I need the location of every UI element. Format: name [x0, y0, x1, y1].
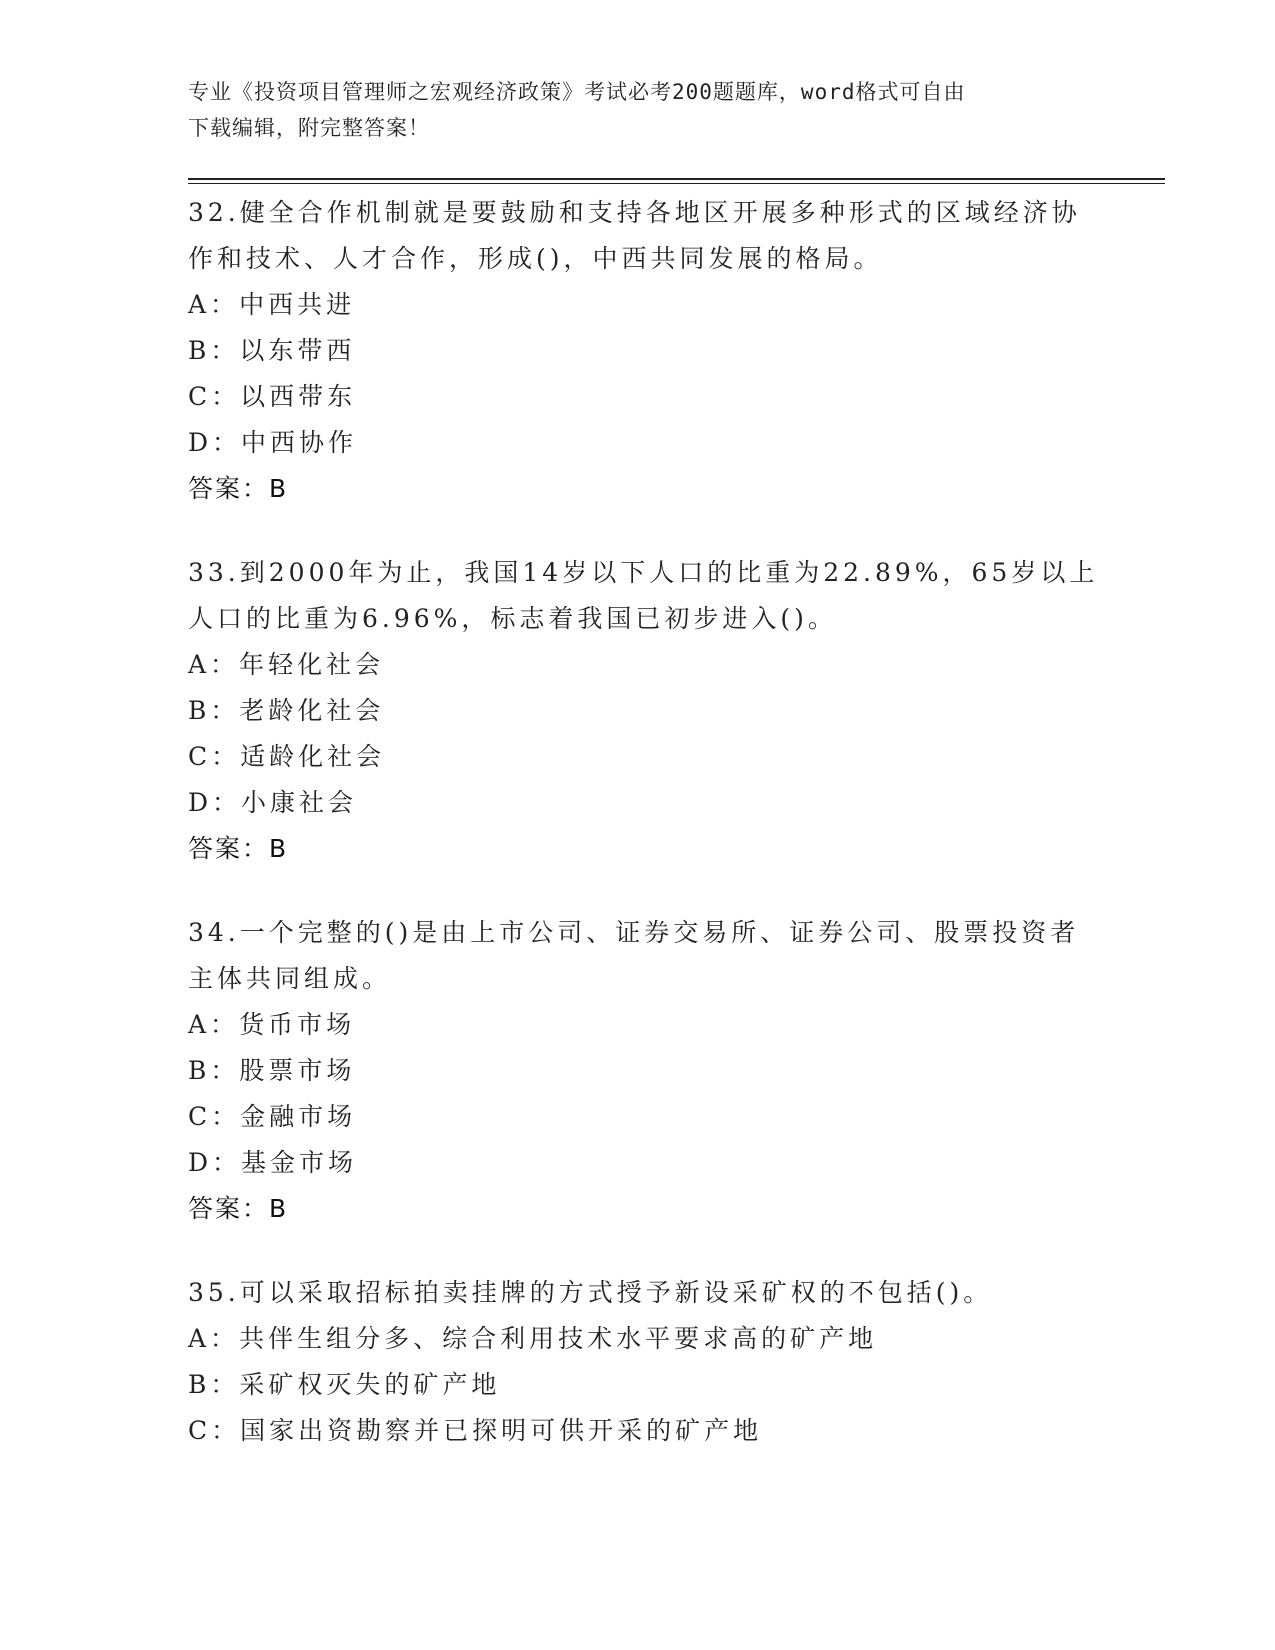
option-text: 中西协作 [241, 428, 358, 457]
option-text: 适龄化社会 [240, 742, 386, 771]
option-a [188, 1316, 1088, 1362]
option-b [188, 1362, 1088, 1408]
question-stem-line: 35.可以采取招标拍卖挂牌的方式授予新设采矿权的不包括()。 [188, 1278, 993, 1307]
option-text: 老龄化社会 [239, 696, 385, 725]
option-key: C： [188, 1416, 241, 1445]
option-a [188, 1002, 1088, 1048]
option-d [188, 420, 1088, 466]
option-c [188, 374, 1088, 420]
answer-line: 答案：B [188, 834, 289, 863]
option-text: 国家出资勘察并已探明可供开采的矿产地 [240, 1416, 763, 1445]
option-key: B： [188, 696, 240, 725]
option-c [188, 1408, 1088, 1454]
option-key: A： [188, 290, 240, 319]
option-b [188, 688, 1088, 734]
header-line-2: 下载编辑，附完整答案！ [188, 116, 430, 140]
option-text: 股票市场 [239, 1056, 356, 1085]
option-c [188, 1094, 1088, 1140]
question-list [188, 190, 1099, 1492]
answer-line: 答案：B [188, 1194, 289, 1223]
question-34 [188, 910, 1088, 1232]
question-32 [188, 190, 1088, 512]
option-key: B： [188, 1370, 240, 1399]
option-b [188, 328, 1088, 374]
option-key: D： [188, 1148, 242, 1177]
option-a [188, 642, 1088, 688]
option-text: 金融市场 [240, 1102, 357, 1131]
question-33 [188, 550, 1099, 872]
option-key: C： [188, 382, 241, 411]
question-stem-line: 主体共同组成。 [188, 964, 392, 993]
option-key: C： [188, 1102, 241, 1131]
option-c [188, 734, 1088, 780]
document-header [188, 74, 1068, 146]
option-key: D： [188, 428, 242, 457]
option-text: 年轻化社会 [239, 650, 385, 679]
option-key: D： [188, 788, 242, 817]
question-35 [188, 1270, 1088, 1454]
header-rule-thick [188, 178, 1165, 180]
option-d [188, 1140, 1088, 1186]
option-text: 以东带西 [239, 336, 356, 365]
option-text: 基金市场 [241, 1148, 358, 1177]
question-stem-line: 33.到2000年为止，我国14岁以下人口的比重为22.89%，65岁以上 [188, 558, 1099, 587]
option-text: 货币市场 [239, 1010, 356, 1039]
option-key: B： [188, 336, 240, 365]
option-text: 以西带东 [240, 382, 357, 411]
answer-line: 答案：B [188, 474, 289, 503]
header-rule-thin [188, 183, 1165, 184]
option-text: 中西共进 [239, 290, 356, 319]
question-stem-line: 32.健全合作机制就是要鼓励和支持各地区开展多种形式的区域经济协 [188, 198, 1081, 227]
option-key: B： [188, 1056, 240, 1085]
question-stem-line: 人口的比重为6.96%，标志着我国已初步进入()。 [188, 604, 837, 633]
option-key: A： [188, 650, 240, 679]
question-stem-line: 作和技术、人才合作，形成()，中西共同发展的格局。 [188, 244, 883, 273]
option-b [188, 1048, 1088, 1094]
option-key: C： [188, 742, 241, 771]
option-key: A： [188, 1324, 240, 1353]
option-a [188, 282, 1088, 328]
option-key: A： [188, 1010, 240, 1039]
header-line-1: 专业《投资项目管理师之宏观经济政策》考试必考200题题库，word格式可自由 [188, 80, 966, 104]
question-stem-line: 34.一个完整的()是由上市公司、证券交易所、证券公司、股票投资者 [188, 918, 1080, 947]
option-text: 采矿权灭失的矿产地 [239, 1370, 501, 1399]
option-text: 共伴生组分多、综合利用技术水平要求高的矿产地 [239, 1324, 878, 1353]
option-d [188, 780, 1088, 826]
option-text: 小康社会 [241, 788, 358, 817]
